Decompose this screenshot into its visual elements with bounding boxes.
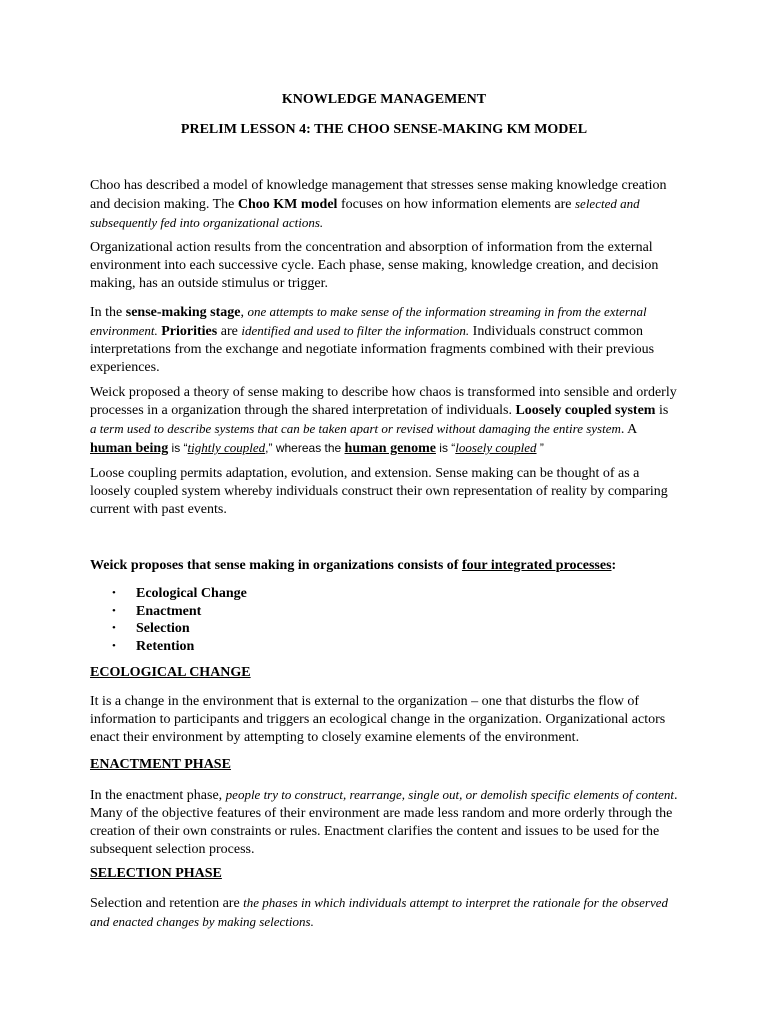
bullet-icon: • bbox=[112, 639, 116, 652]
processes-intro bbox=[90, 557, 678, 575]
text: : bbox=[611, 558, 617, 573]
list-item-label: Retention bbox=[136, 638, 195, 654]
heading-enactment-phase: ENACTMENT PHASE bbox=[90, 757, 231, 772]
text: , bbox=[240, 305, 248, 320]
emphasis: people try to construct, rearrange, single out, or demolish specific elements of content bbox=[225, 787, 674, 802]
term-priorities: Priorities bbox=[161, 324, 218, 339]
text: . A bbox=[620, 422, 637, 437]
term-sense-making-stage: sense-making stage bbox=[125, 305, 241, 320]
paragraph-enactment-phase bbox=[90, 786, 678, 859]
text: . Many of the objective features of their environment are made less random and more orderly through the creation of their own constraints or rules. Enactment clarifies the content and issues to be used for the subsequent selection process. bbox=[90, 788, 678, 857]
emphasis: the phases in which individuals attempt to interpret the rationale for the observed and enacted changes by making selections. bbox=[90, 895, 669, 929]
text: Weick proposed a theory of sense making to describe how chaos is transformed into sensible and orderly processes in a organization through the shared interpretation of individuals. bbox=[90, 385, 677, 418]
emphasis: one attempts to make sense of the information streaming in from the external environment. bbox=[90, 304, 647, 338]
paragraph-sense-making-stage bbox=[90, 303, 678, 377]
text: Choo has described a model of knowledge management that stresses sense making knowledge creation and decision making. The bbox=[90, 178, 667, 212]
text: It is a change in the environment that is external to the organization – one that disturbs the flow of information to participants and triggers an ecological change in the organization. Organizational actors enact their environment by attempting to closely examine elements of the environment. bbox=[90, 694, 666, 745]
term-loosely-coupled-system: Loosely coupled system bbox=[515, 403, 656, 418]
bullet-icon: • bbox=[112, 604, 116, 617]
process-list bbox=[90, 585, 490, 655]
list-item bbox=[90, 603, 490, 621]
term-human-being: human being bbox=[90, 441, 169, 456]
bullet-icon: • bbox=[112, 622, 116, 634]
heading-selection-phase: SELECTION PHASE bbox=[90, 866, 222, 881]
paragraph-ecological-change bbox=[90, 693, 678, 747]
text: is bbox=[655, 403, 669, 418]
emphasis: identified and used to filter the information. bbox=[241, 323, 470, 338]
term-four-integrated-processes: four integrated processes bbox=[461, 558, 612, 573]
text: Weick proposes that sense making in organizations consists of bbox=[90, 558, 462, 573]
bullet-icon: • bbox=[112, 587, 116, 599]
emphasis: loosely coupled bbox=[455, 440, 537, 455]
paragraph-selection-phase bbox=[90, 894, 678, 932]
heading-ecological-change: ECOLOGICAL CHANGE bbox=[90, 665, 251, 680]
text: is “ bbox=[168, 441, 188, 455]
paragraph-loose-coupling bbox=[90, 465, 678, 519]
text: focuses on how information elements are bbox=[337, 197, 575, 212]
paragraph-choo-model bbox=[90, 177, 678, 233]
term-choo-km-model: Choo KM model bbox=[237, 197, 338, 212]
text: In the enactment phase, bbox=[90, 788, 226, 803]
text: Loose coupling permits adaptation, evolution, and extension. Sense making can be thought of as a loosely coupled system whereby individuals construct their own representation of reality by comparing current with past events. bbox=[90, 466, 668, 517]
term-human-genome: human genome bbox=[344, 441, 436, 456]
text: Individuals construct common interpretations from the exchange and negotiate information fragments combined with their previous experiences. bbox=[90, 324, 655, 375]
list-item-label: Selection bbox=[136, 621, 190, 636]
list-item-label: Ecological Change bbox=[136, 586, 247, 601]
document-title: KNOWLEDGE MANAGEMENT bbox=[281, 92, 487, 107]
text: Organizational action results from the concentration and absorption of information from the external environment into each successive cycle. Each phase, sense making, knowledge creation, and decision making, has an outside stimulus or trigger. bbox=[90, 240, 659, 291]
emphasis: tightly coupled bbox=[187, 440, 266, 455]
paragraph-weick-theory bbox=[90, 384, 678, 458]
text: is “ bbox=[435, 441, 456, 455]
emphasis: selected and subsequently fed into organizational actions. bbox=[90, 196, 640, 230]
document-subtitle: PRELIM LESSON 4: THE CHOO SENSE-MAKING KM MODEL bbox=[180, 122, 588, 137]
text: Selection and retention are bbox=[90, 896, 244, 911]
emphasis: a term used to describe systems that can be taken apart or revised without damaging the entire system bbox=[90, 421, 621, 436]
text: In the bbox=[90, 305, 126, 320]
list-item bbox=[90, 620, 490, 638]
list-item bbox=[90, 585, 490, 603]
list-item-label: Enactment bbox=[136, 603, 202, 619]
list-item bbox=[90, 638, 490, 656]
text: are bbox=[217, 324, 242, 339]
paragraph-organizational-action bbox=[90, 239, 678, 293]
text: ” bbox=[536, 441, 544, 455]
text: ,” whereas the bbox=[265, 441, 345, 455]
